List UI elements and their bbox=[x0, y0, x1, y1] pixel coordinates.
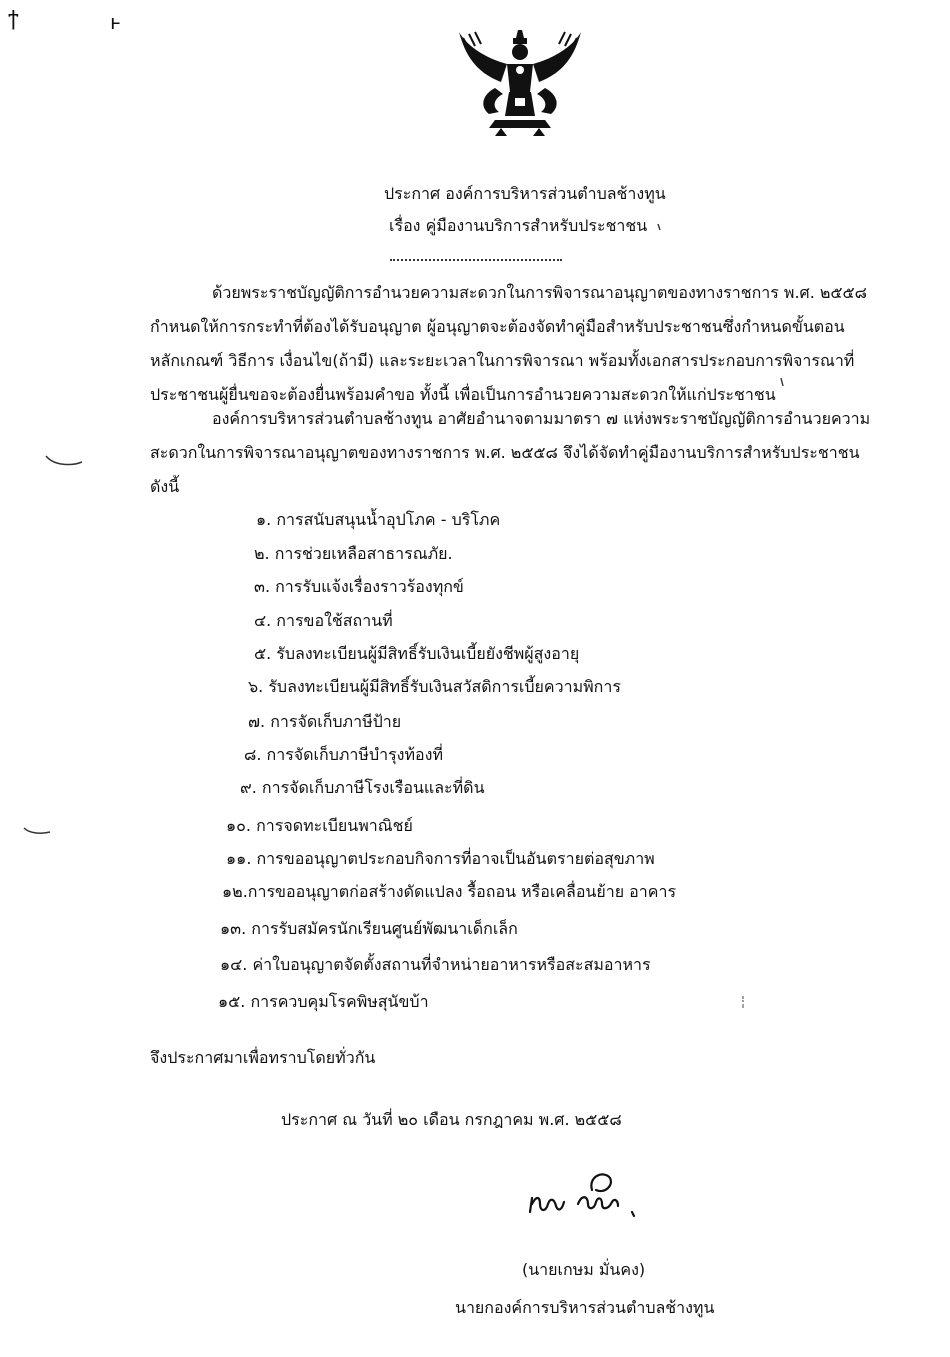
header-divider bbox=[390, 259, 562, 261]
scan-mark bbox=[738, 994, 748, 1010]
service-item: ๘. การจัดเก็บภาษีบำรุงท้องที่ bbox=[244, 745, 443, 764]
announcement-title: ประกาศ องค์การบริหารส่วนตำบลช้างทูน bbox=[384, 184, 666, 203]
announcement-date: ประกาศ ณ วันที่ ๒๐ เดือน กรกฎาคม พ.ศ. ๒๕๕๘ bbox=[281, 1110, 622, 1129]
scan-mark bbox=[44, 452, 84, 470]
service-item: ๑๑. การขออนุญาตประกอบกิจการที่อาจเป็นอันตรายต่อสุขภาพ bbox=[226, 849, 655, 868]
scan-mark bbox=[22, 824, 52, 838]
service-item: ๒. การช่วยเหลือสาธารณภัย. bbox=[254, 544, 453, 563]
garuda-emblem-icon bbox=[455, 28, 585, 138]
intro-line: ประชาชนผู้ยื่นขอจะต้องยื่นพร้อมคำขอ ทั้งนี้ เพื่อเป็นการอำนวยความสะดวกให้แก่ประชาชน bbox=[150, 385, 776, 404]
scan-mark bbox=[778, 376, 788, 388]
service-item: ๑๔. ค่าใบอนุญาตจัดตั้งสถานที่จำหน่ายอาหารหรือสะสมอาหาร bbox=[220, 955, 651, 974]
service-item: ๙. การจัดเก็บภาษีโรงเรือนและที่ดิน bbox=[240, 778, 485, 797]
corner-mark-right: ⱶ bbox=[110, 10, 122, 34]
service-item: ๑๕. การควบคุมโรคพิษสุนัขบ้า bbox=[218, 992, 429, 1011]
authority-line: ดังนี้ bbox=[150, 477, 180, 496]
service-item: ๑๒.การขออนุญาตก่อสร้างดัดแปลง รื้อถอน หรือเคลื่อนย้าย อาคาร bbox=[222, 882, 677, 901]
authority-paragraph bbox=[150, 402, 870, 504]
signer-name: (นายเกษม มั่นคง) bbox=[522, 1260, 646, 1279]
authority-line: องค์การบริหารส่วนตำบลช้างทูน อาศัยอำนาจตามมาตรา ๗ แห่งพระราชบัญญัติการอำนวยความ bbox=[212, 409, 871, 428]
intro-line: หลักเกณฑ์ วิธีการ เงื่อนไข(ถ้ามี) และระยะเวลาในการพิจารณา พร้อมทั้งเอกสารประกอบการพิจารณาที่ bbox=[150, 351, 855, 370]
service-item: ๑. การสนับสนุนน้ำอุปโภค - บริโภค bbox=[256, 510, 501, 529]
service-item: ๑๐. การจดทะเบียนพาณิชย์ bbox=[226, 816, 413, 835]
service-item: ๗. การจัดเก็บภาษีป้าย bbox=[248, 712, 402, 731]
service-item: ๑๓. การรับสมัครนักเรียนศูนย์พัฒนาเด็กเล็ก bbox=[220, 919, 518, 938]
service-item: ๓. การรับแจ้งเรื่องราวร้องทุกข์ bbox=[254, 577, 464, 596]
signer-title: นายกองค์การบริหารส่วนตำบลช้างทูน bbox=[455, 1298, 715, 1317]
authority-line: สะดวกในการพิจารณาอนุญาตของทางราชการ พ.ศ. ๒๕๕๘ จึงได้จัดทำคู่มืองานบริการสำหรับประชาชน bbox=[150, 443, 860, 462]
service-item: ๖. รับลงทะเบียนผู้มีสิทธิ์รับเงินสวัสดิการเบี้ยความพิการ bbox=[248, 677, 621, 696]
intro-paragraph bbox=[150, 276, 870, 412]
handwritten-signature bbox=[520, 1168, 660, 1228]
intro-line: ด้วยพระราชบัญญัติการอำนวยความสะดวกในการพิจารณาอนุญาตของทางราชการ พ.ศ. ๒๕๕๘ bbox=[212, 283, 867, 302]
corner-mark-left: ϯ bbox=[8, 6, 19, 30]
service-item: ๕. รับลงทะเบียนผู้มีสิทธิ์รับเงินเบี้ยยังชีพผู้สูงอายุ bbox=[254, 644, 580, 663]
service-item: ๔. การขอใช้สถานที่ bbox=[254, 611, 393, 630]
intro-line: กำหนดให้การกระทำที่ต้องได้รับอนุญาต ผู้อนุญาตจะต้องจัดทำคู่มือสำหรับประชาชนซึ่งกำหนดขั้นตอน bbox=[150, 317, 845, 336]
closing-statement: จึงประกาศมาเพื่อทราบโดยทั่วกัน bbox=[150, 1048, 376, 1067]
scan-mark bbox=[655, 222, 665, 232]
announcement-subject: เรื่อง คู่มืองานบริการสำหรับประชาชน bbox=[389, 216, 648, 235]
